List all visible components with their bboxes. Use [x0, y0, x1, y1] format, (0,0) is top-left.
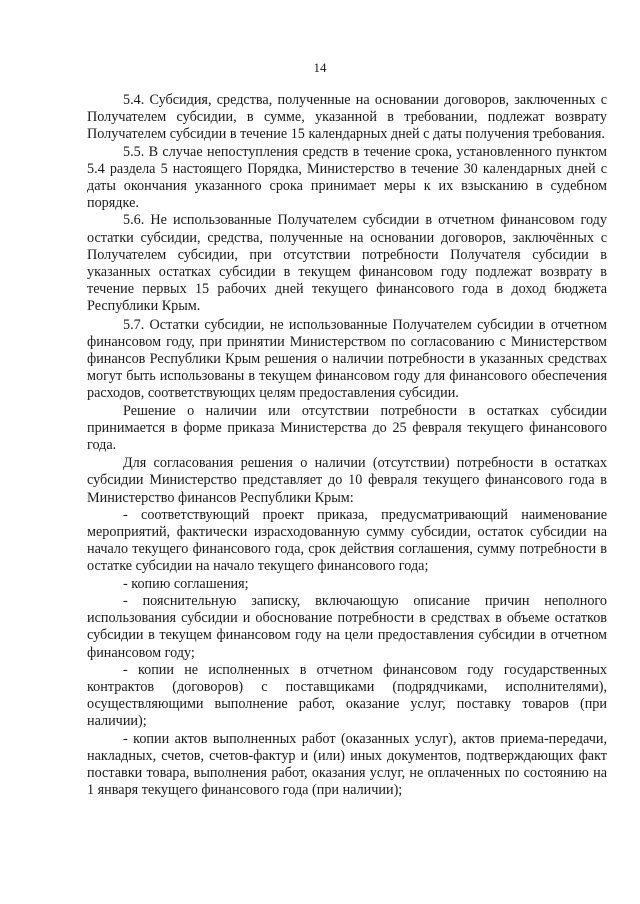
list-item-explanatory-note: - пояснительную записку, включающую описание причин неполного использования субсидии и обоснование потребности в средствах в объеме остатков субсидии в текущем финансовом году на цели предоставления субсидии в отчетном финансовом году; [87, 592, 607, 661]
paragraph-5-5: 5.5. В случае непоступления средств в течение срока, установленного пунктом 5.4 раздела 5 настоящего Порядка, Министерство в течение 30 календарных дней с даты окончания указанного срока принимает меры к их взысканию в судебном порядке. [87, 143, 607, 212]
list-item-acts: - копии актов выполненных работ (оказанных услуг), актов приема-передачи, накладных, счетов, счетов-фактур и (или) иных документов, подтверждающих факт поставки товара, выполнения работ, оказания услуг, не оплаченных по состоянию на 1 января текущего финансового года (при наличии); [87, 730, 607, 799]
paragraph-approval: Для согласования решения о наличии (отсутствии) потребности в остатках субсидии Министерство представляет до 10 февраля текущего финансового года в Министерство финансов Республики Крым: [87, 455, 607, 506]
paragraph-decision: Решение о наличии или отсутствии потребности в остатках субсидии принимается в форме приказа Министерства до 25 февраля текущего финансового года. [87, 402, 607, 454]
document-body [87, 92, 607, 799]
list-item-draft-order: - соответствующий проект приказа, предусматривающий наименование мероприятий, фактически израсходованную сумму субсидии, остаток субсидии на начало текущего финансового года, срок действия соглашения, сумму потребности в остатке субсидии на начало текущего финансового года; [87, 506, 607, 575]
paragraph-5-7: 5.7. Остатки субсидии, не использованные Получателем субсидии в отчетном финансовом году, при принятии Министерством по согласованию с Министерством финансов Республики Крым решения о наличии потребности в указанных средствах могут быть использованы в текущем финансовом году для финансового обеспечения расходов, соответствующих целям предоставления субсидии. [87, 316, 607, 402]
page-number: 14 [313, 60, 327, 75]
list-item-contracts: - копии не исполненных в отчетном финансовом году государственных контрактов (договоров) с поставщиками (подрядчиками, исполнителями), осуществляющими выполнение работ, оказание услуг, поставку товаров (при наличии); [87, 661, 607, 730]
list-item-agreement-copy: - копию соглашения; [123, 575, 249, 592]
paragraph-5-6: 5.6. Не использованные Получателем субсидии в отчетном финансовом году остатки субсидии, средства, полученные на основании договоров, заключённых с Получателем субсидии, при отсутствии потребности Получателя субсидии в указанных остатках субсидии в текущем финансовом году подлежат возврату в течение первых 15 рабочих дней текущего финансового года в доход бюджета Республики Крым. [87, 212, 607, 315]
paragraph-5-4: 5.4. Субсидия, средства, полученные на основании договоров, заключенных с Получателем субсидии, в сумме, указанной в требовании, подлежат возврату Получателем субсидии в течение 15 календарных дней с даты получения требования. [87, 92, 607, 143]
